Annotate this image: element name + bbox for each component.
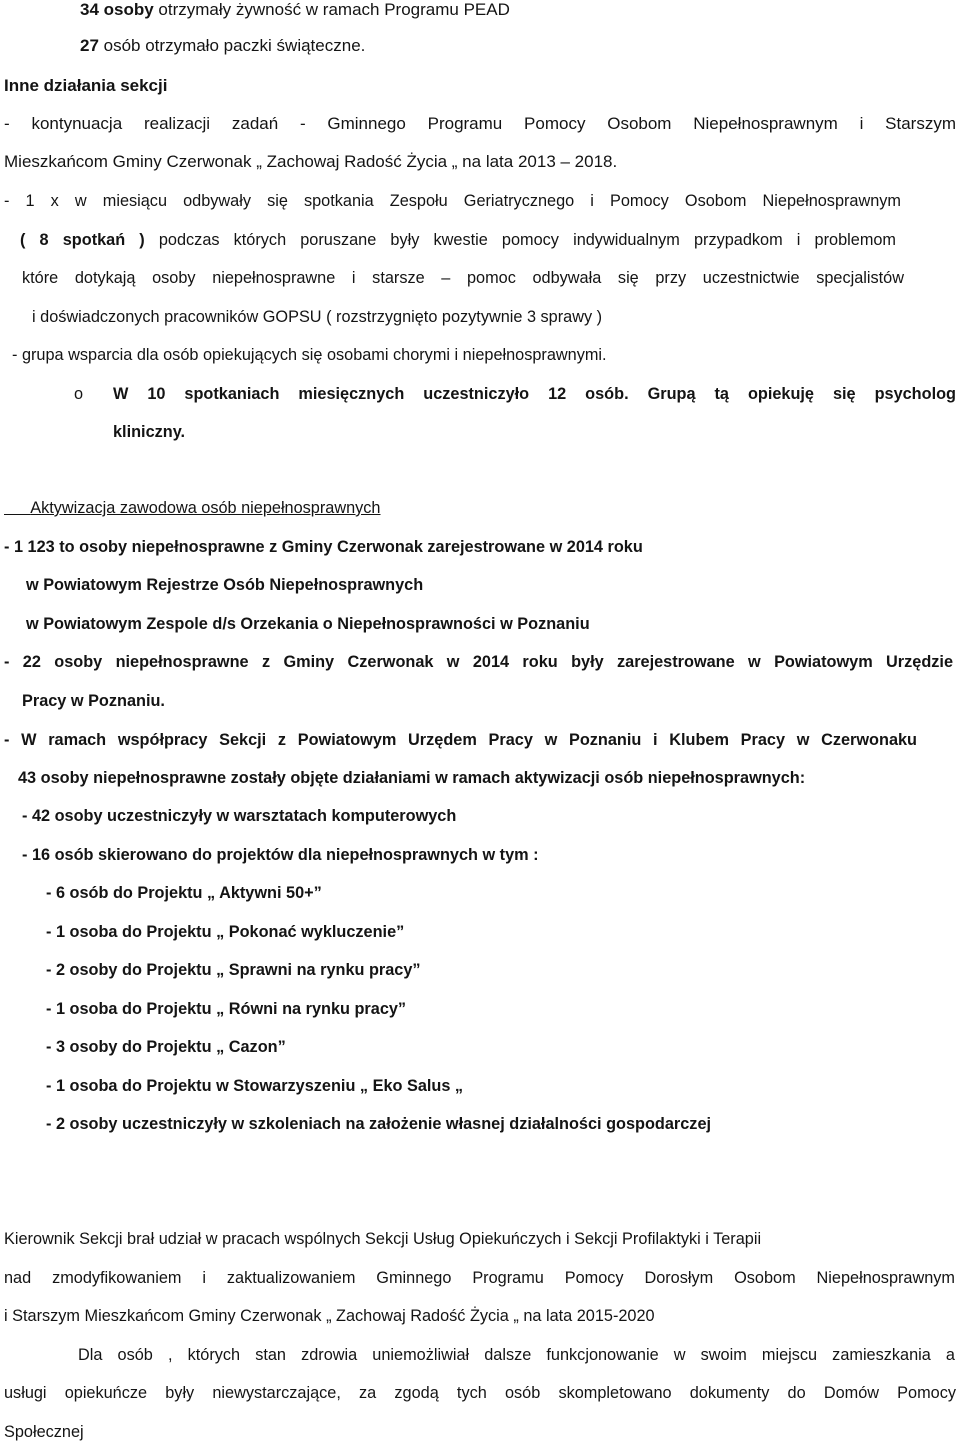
bottom-line-1: Kierownik Sekcji brał udział w pracach wspólnych Sekcji Usług Opiekuńczych i Sekcji Profilaktyki i Terapii xyxy=(4,1230,762,1248)
activation-line-6: - W ramach współpracy Sekcji z Powiatowym Urzędem Pracy w Poznaniu i Klubem Pracy w Czerwonaku xyxy=(4,731,917,749)
christmas-count: 27 xyxy=(80,36,99,55)
section-heading-other-actions: Inne działania sekcji xyxy=(4,76,168,95)
activation-line-3: w Powiatowym Zespole d/s Orzekania o Niepełnosprawności w Poznaniu xyxy=(26,615,590,633)
geriatric-line-1: - 1 x w miesiącu odbywały się spotkania Zespołu Geriatrycznego i Pomocy Osobom Niepełnosprawnym xyxy=(4,192,901,210)
support-group-detail-1: W 10 spotkaniach miesięcznych uczestniczyło 12 osób. Grupą tą opiekuję się psycholog xyxy=(113,385,956,403)
heading-activation-text: Aktywizacja zawodowa osób niepełnosprawnych xyxy=(30,499,381,517)
heading-spacer xyxy=(4,499,30,517)
pead-line xyxy=(80,0,510,21)
activation-line-9: - 16 osób skierowano do projektów dla niepełnosprawnych w tym : xyxy=(22,846,539,864)
pead-count: 34 osoby xyxy=(80,0,154,19)
project-item: - 1 osoba do Projektu w Stowarzyszeniu „ Eko Salus „ xyxy=(46,1077,464,1095)
activation-line-2: w Powiatowym Rejestrze Osób Niepełnosprawnych xyxy=(26,576,424,594)
section-heading-activation xyxy=(4,497,381,519)
bottom-line-6: Społecznej xyxy=(4,1423,84,1441)
activation-line-8: - 42 osoby uczestniczyły w warsztatach komputerowych xyxy=(22,807,457,825)
geriatric-line-4: i doświadczonych pracowników GOPSU ( rozstrzygnięto pozytywnie 3 sprawy ) xyxy=(32,308,603,326)
program-line-1: - kontynuacja realizacji zadań - Gminnego Programu Pomocy Osobom Niepełnosprawnym i Starszym xyxy=(4,114,956,133)
bullet-marker: o xyxy=(74,385,84,403)
project-item: - 6 osób do Projektu „ Aktywni 50+” xyxy=(46,884,322,902)
geriatric-line-3: które dotykają osoby niepełnosprawne i starsze – pomoc odbywała się przy uczestnictwie specjalistów xyxy=(22,269,904,287)
pead-text: otrzymały żywność w ramach Programu PEAD xyxy=(153,0,510,19)
bottom-line-4: Dla osób , których stan zdrowia uniemożliwiał dalsze funkcjonowanie w swoim miejscu zamieszkania a xyxy=(78,1346,955,1364)
project-item: - 3 osoby do Projektu „ Cazon” xyxy=(46,1038,286,1056)
project-item: - 1 osoba do Projektu „ Równi na rynku pracy” xyxy=(46,1000,407,1018)
geriatric-line-2-text: podczas których poruszane były kwestie pomocy indywidualnym przypadkom i problemom xyxy=(144,231,896,249)
activation-line-4: - 22 osoby niepełnosprawne z Gminy Czerwonak w 2014 roku były zarejestrowane w Powiatowym Urzędzie xyxy=(4,653,953,671)
program-line-2: Mieszkańcom Gminy Czerwonak „ Zachowaj Radość Życia „ na lata 2013 – 2018. xyxy=(4,152,618,171)
activation-line-5: Pracy w Poznaniu. xyxy=(22,692,165,710)
project-item: - 1 osoba do Projektu „ Pokonać wykluczenie” xyxy=(46,923,405,941)
project-item: - 2 osoby uczestniczyły w szkoleniach na założenie własnej działalności gospodarczej xyxy=(46,1115,712,1133)
geriatric-line-2 xyxy=(20,229,896,251)
bottom-line-3: i Starszym Mieszkańcom Gminy Czerwonak „ Zachowaj Radość Życia „ na lata 2015-2020 xyxy=(4,1307,655,1325)
meetings-count: ( 8 spotkań ) xyxy=(20,231,145,249)
support-group-detail-2: kliniczny. xyxy=(113,423,186,441)
support-group-line: - grupa wsparcia dla osób opiekujących się osobami chorymi i niepełnosprawnymi. xyxy=(12,346,607,364)
bottom-line-5: usługi opiekuńcze były niewystarczające, za zgodą tych osób skompletowano dokumenty do Domów Pomocy xyxy=(4,1384,956,1402)
bottom-line-2: nad zmodyfikowaniem i zaktualizowaniem Gminnego Programu Pomocy Dorosłym Osobom Niepełnosprawnym xyxy=(4,1269,955,1287)
project-item: - 2 osoby do Projektu „ Sprawni na rynku pracy” xyxy=(46,961,421,979)
activation-line-7: 43 osoby niepełnosprawne zostały objęte działaniami w ramach aktywizacji osób niepełnosprawnych: xyxy=(18,769,806,787)
activation-line-1: - 1 123 to osoby niepełnosprawne z Gminy Czerwonak zarejestrowane w 2014 roku xyxy=(4,538,643,556)
christmas-line xyxy=(80,35,365,57)
christmas-text: osób otrzymało paczki świąteczne. xyxy=(98,36,366,55)
